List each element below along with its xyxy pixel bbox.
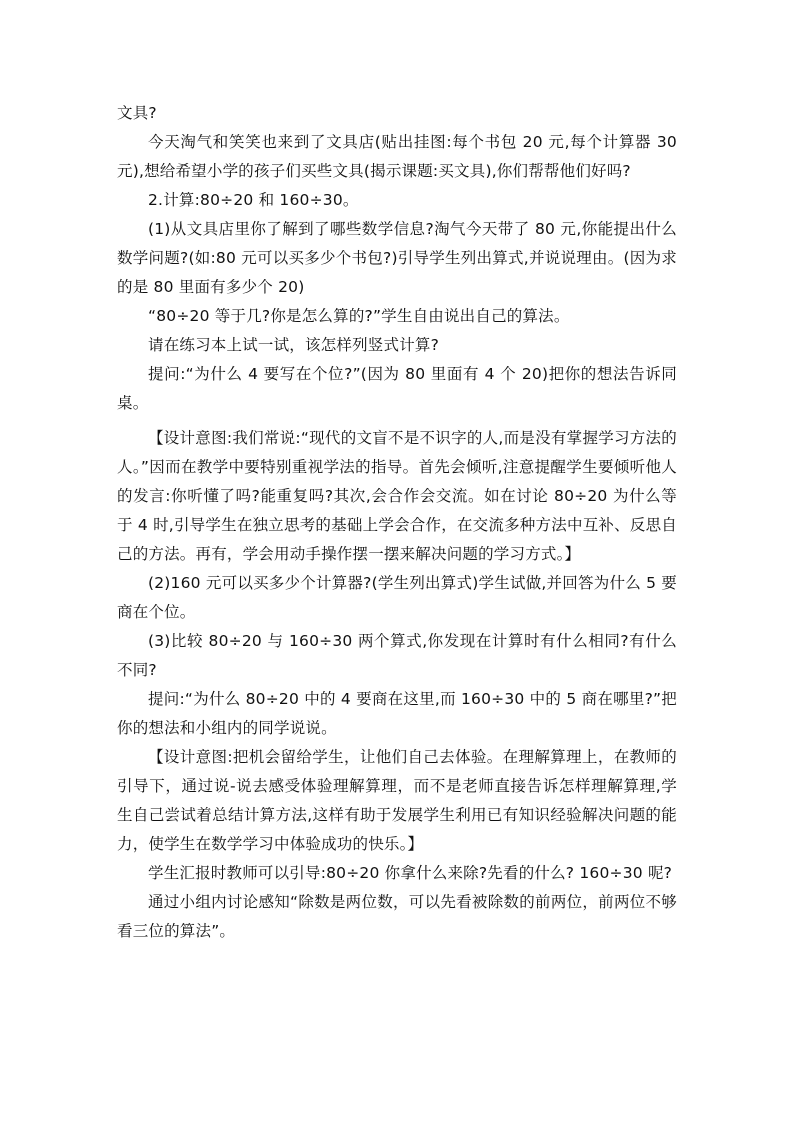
paragraph-step-3: (3)比较 80÷20 与 160÷30 两个算式,你发现在计算时有什么相同?有什么不同? bbox=[117, 632, 677, 679]
paragraph-design-intent-1: 【设计意图:我们常说:“现代的文盲不是不识字的人,而是没有掌握学习方法的人。”因而在教学中要特别重视学法的指导。首先会倾听,注意提醒学生要倾听他人的发言:你听懂了吗?能重复吗?其次,会合作会交流。如在讨论 80÷20 为什么等于 4 时,引导学生在独立思考的基础上学会合作，在交流多种方法中互补、反思自己的方法。再有，学会用动手操作摆一摆来解决问题的学习方式。】 bbox=[117, 429, 677, 563]
document-body bbox=[117, 99, 683, 946]
paragraph-question-ones-place: 提问:“为什么 4 要写在个位?”(因为 80 里面有 4 个 20)把你的想法告诉同桌。 bbox=[117, 365, 677, 412]
paragraph-intro-stationery-shop: 今天淘气和笑笑也来到了文具店(贴出挂图:每个书包 20 元,每个计算器 30 元),想给希望小学的孩子们买些文具(揭示课题:买文具),你们帮帮他们好吗? bbox=[117, 133, 683, 180]
paragraph-report-guidance: 学生汇报时教师可以引导:80÷20 你拿什么来除?先看的什么? 160÷30 呢? bbox=[148, 864, 673, 882]
paragraph-step-2: (2)160 元可以买多少个计算器?(学生列出算式)学生试做,并回答为什么 5 要商在个位。 bbox=[117, 574, 677, 621]
paragraph-step-1: (1)从文具店里你了解到了哪些数学信息?淘气今天带了 80 元,你能提出什么数学问题?(如:80 元可以买多少个书包?)引导学生列出算式,并说说理由。(因为求的是 80 里面有多少个 20) bbox=[117, 220, 677, 296]
paragraph-question-80-div-20: “80÷20 等于几?你是怎么算的?”学生自由说出自己的算法。 bbox=[148, 307, 570, 325]
paragraph-design-intent-2: 【设计意图:把机会留给学生，让他们自己去体验。在理解算理上，在教师的引导下，通过说-说去感受体验理解算理，而不是老师直接告诉怎样理解算理,学生自己尝试着总结计算方法,这样有助于发展学生利用已有知识经验解决问题的能力，使学生在数学学习中体验成功的快乐。】 bbox=[117, 748, 677, 853]
paragraph-calculation-heading: 2.计算:80÷20 和 160÷30。 bbox=[148, 191, 359, 209]
paragraph-continuation: 文具? bbox=[117, 104, 157, 122]
paragraph-question-quotient-place: 提问:“为什么 80÷20 中的 4 要商在这里,而 160÷30 中的 5 商在哪里?”把你的想法和小组内的同学说说。 bbox=[117, 690, 677, 737]
paragraph-group-discussion: 通过小组内讨论感知“除数是两位数，可以先看被除数的前两位，前两位不够看三位的算法”。 bbox=[117, 893, 677, 940]
paragraph-try-vertical: 请在练习本上试一试，该怎样列竖式计算? bbox=[148, 336, 440, 354]
